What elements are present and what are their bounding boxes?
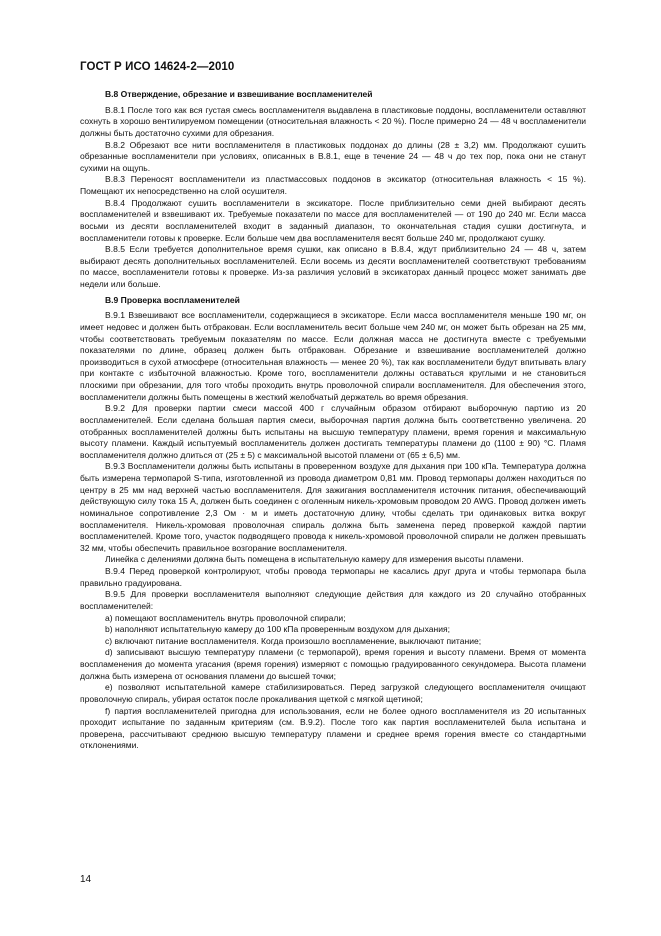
paragraph-b8-2: В.8.2 Обрезают все нити воспламенителя в пластиковых поддонах до длины (28 ± 3,2) мм. Продолжают сушить обрезанные воспламенители при условиях, описанных в В.8.1, еще в течение 24 — 48 ч до тех пор, пока они не станут сухими на ощупь. (80, 139, 586, 173)
list-item-c: c) включают питание воспламенителя. Когда произошло воспламенение, выключают питание; (105, 635, 482, 646)
paragraph-b9-4: В.9.4 Перед проверкой контролируют, чтобы провода термопары не касались друг друга и чтобы термопара была правильно градуирована. (80, 566, 586, 588)
paragraph-b9-2: В.9.2 Для проверки партии смеси массой 400 г случайным образом отбирают выборочную партию из 20 воспламенителей. Если сделана большая партия смеси, выборочная партия должна быть соответственно увеличена. 20 отобранных воспламенителей должны быть испытаны на высшую температуру пламени, время горения и максимальную высоту пламени. Каждый испытуемый воспламенитель должен достигать температуры пламени до (1100 ± 90) °С. Пламя воспламенителя должно длиться от (25 ± 5) с максимальной высотой пламени от (65 ± 6,5) мм. (80, 403, 586, 460)
section-heading-b8: В.8 Отверждение, обрезание и взвешивание воспламенителей (105, 89, 373, 99)
paragraph-b9-5: В.9.5 Для проверки воспламенителя выполняют следующие действия для каждого из 20 случайно отобранных воспламенителей: (80, 589, 586, 611)
paragraph-b8-4: В.8.4 Продолжают сушить воспламенители в эксикаторе. После приблизительно семи дней выбирают десять воспламенителей и взвешивают их. Требуемые показатели по массе для воспламенителей — от 190 до 240 мг. Если масса восьми из десяти воспламенителей входит в заданный диапазон, то окончательная стадия сушки достигнута, и воспламенители готовы к проверке. Если больше чем два воспламенителя весят больше 240 мг, продолжают сушку. (80, 197, 586, 243)
paragraph-b8-1: В.8.1 После того как вся густая смесь воспламенителя выдавлена в пластиковые поддоны, воспламенители оставляют сохнуть в хорошо вентилируемом помещении (относительная влажность < 20 %). После примерно 24 — 48 ч воспламенители должны быть достаточно сухими для обрезания. (80, 104, 586, 138)
list-item-a: a) помещают воспламенитель внутрь проволочной спирали; (105, 612, 346, 623)
paragraph-b9-3-ruler: Линейка с делениями должна быть помещена в испытательную камеру для измерения высоты пламени. (105, 554, 524, 565)
paragraph-b8-3: В.8.3 Переносят воспламенители из пластмассовых поддонов в эксикатор (относительная влажность < 15 %). Помещают их непосредственно на слой осушителя. (80, 174, 586, 196)
list-item-f: f) партия воспламенителей пригодна для использования, если не более одного воспламенителя из 20 испытанных проходит испытание по заданным критериям (см. В.9.2). После того как партия воспламенителей была испытана и проверена, рассчитывают среднюю высшую температуру пламени и среднее время горения вместе со стандартными отклонениями. (80, 705, 586, 751)
paragraph-b9-1: В.9.1 Взвешивают все воспламенители, содержащиеся в эксикаторе. Если масса воспламенителя меньше 190 мг, он имеет недовес и должен быть отбракован. Если воспламенитель весит больше чем 240 мг, он может быть обрезан на 25 мм, чтобы соответствовать требуемым показателям по массе. Если должная масса не достигнута вместе с требуемыми показателями по длине, образец должен быть отбракован. Обрезание и взвешивание воспламенителей должно производиться в сухой атмосфере (относительная влажность — менее 20 %), так как воспламенители будут впитывать влагу при контакте с избыточной влажностью. Кроме того, воспламенители должны оставаться круглыми и не становиться плоскими при обрезании, для того чтобы проходить внутрь проволочной спирали воспламенителя. Для обеспечения этого, воспламенители должны быть помещены в жесткий желобчатый держатель во время обрезания. (80, 310, 586, 402)
section-heading-b9: В.9 Проверка воспламенителей (105, 294, 240, 305)
paragraph-b8-5: В.8.5 Если требуется дополнительное время сушки, как описано в В.8.4, ждут приблизительно 24 — 48 ч, затем выбирают десять дополнительных воспламенителей. Если восемь из десяти воспламенителей соответствуют требованиям по массе, воспламенители готовы к проверке. Из-за различия условий в эксикаторах данный процесс может занимать две недели или больше. (80, 244, 586, 289)
document-header: ГОСТ Р ИСО 14624-2—2010 (80, 61, 235, 73)
list-item-b: b) наполняют испытательную камеру до 100 кПа проверенным воздухом для дыхания; (105, 624, 451, 635)
list-item-d: d) записывают высшую температуру пламени (с термопарой), время горения и высоту пламени. Время от момента воспламенения до момента угасания (время горения) измеряют с помощью градуированного секундомера. Высота пламени должна быть измерена от основания пламени до высшей точки; (80, 647, 586, 681)
document-body (80, 89, 586, 752)
page-number: 14 (80, 874, 92, 885)
paragraph-b9-3: В.9.3 Воспламенители должны быть испытаны в проверенном воздухе для дыхания при 100 кПа. Температура должна быть измерена термопарой S-типа, изготовленной из провода диаметром 0,81 мм. Провод термопары должен находиться по центру в 25 мм над верхней частью воспламенителя. Для зажигания воспламенителя источник питания, обеспечивающий действующую силу тока 15 А, должен быть соединен с оголенным никель-хромовым проводом 20 AWG. Провод должен иметь номинальное сопротивление 2,3 Ом · м и иметь достаточную длину, чтобы сделать три одинаковых витка вокруг воспламенителя. Никель-хромовая проволочная спираль должна быть заменена перед проверкой каждой партии воспламенителей. Кроме того, участок подводящего провода к никель-хромовой проволочной спирали не должен превышать 32 мм, чтобы обеспечить правильное возгорание воспламенителя. (80, 461, 586, 553)
list-item-e: e) позволяют испытательной камере стабилизироваться. Перед загрузкой следующего воспламенителя очищают проволочную спираль, убирая остаток после прокаливания щеткой с мягкой щетиной; (80, 682, 586, 704)
